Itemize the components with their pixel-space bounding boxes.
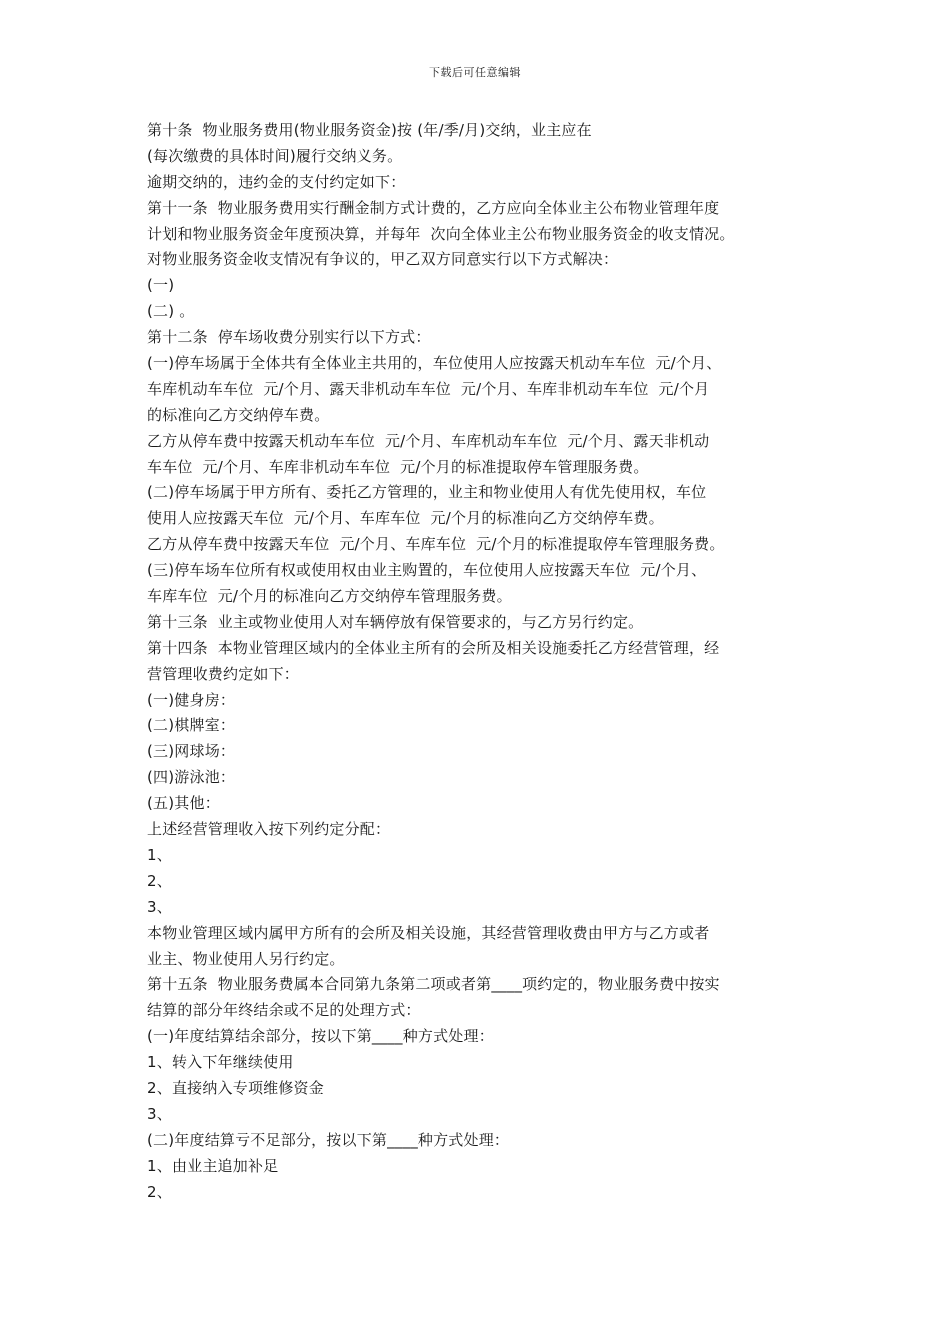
text-line: 使用人应按露天车位 元/个月、车库车位 元/个月的标准向乙方交纳停车费。 [147, 509, 664, 528]
text-line: 1、 [147, 845, 172, 864]
text-line: 第十二条 停车场收费分别实行以下方式： [147, 328, 431, 347]
text-line: (三)停车场车位所有权或使用权由业主购置的，车位使用人应按露天车位 元/个月、 [147, 561, 707, 580]
text-line: (每次缴费的具体时间)履行交纳义务。 [147, 146, 403, 165]
text-line: 车库车位 元/个月的标准向乙方交纳停车管理服务费。 [147, 587, 512, 606]
text-line: 第十条 物业服务费用(物业服务资金)按 (年/季/月)交纳，业主应在 [147, 121, 592, 139]
page-header: 下载后可任意编辑 [429, 66, 521, 79]
text-line: (二)棋牌室： [147, 716, 236, 735]
text-line: (一) [147, 276, 175, 295]
text-line: (五)其他： [147, 794, 220, 813]
text-line: (一)健身房： [147, 690, 236, 709]
text-line: 乙方从停车费中按露天机动车车位 元/个月、车库机动车车位 元/个月、露天非机动 [147, 431, 710, 450]
text-line: 2、 [147, 871, 172, 890]
text-line: 逾期交纳的，违约金的支付约定如下： [147, 172, 406, 191]
document-body [147, 118, 827, 1205]
text-line: 第十五条 物业服务费属本合同第九条第二项或者第____项约定的，物业服务费中按实 [147, 975, 720, 994]
text-line: (二)停车场属于甲方所有、委托乙方管理的，业主和物业使用人有优先使用权，车位 [147, 483, 707, 502]
text-line: 第十三条 业主或物业使用人对车辆停放有保管要求的，与乙方另行约定。 [147, 612, 644, 631]
text-line: (一)年度结算结余部分，按以下第____种方式处理： [147, 1027, 494, 1046]
text-line: 本物业管理区域内属甲方所有的会所及相关设施，其经营管理收费由甲方与乙方或者 [147, 923, 710, 942]
text-line: 1、由业主追加补足 [147, 1156, 279, 1175]
text-line: 第十一条 物业服务费用实行酬金制方式计费的，乙方应向全体业主公布物业管理年度 [147, 198, 720, 217]
text-line: 结算的部分年终结余或不足的处理方式： [147, 1001, 421, 1020]
text-line: (三)网球场： [147, 742, 236, 761]
text-line: 计划和物业服务资金年度预决算，并每年 次向全体业主公布物业服务资金的收支情况。 [147, 224, 735, 243]
text-line: 的标准向乙方交纳停车费。 [147, 405, 330, 424]
text-line: 业主、物业使用人另行约定。 [147, 949, 345, 968]
text-line: 营管理收费约定如下： [147, 664, 300, 683]
text-line: 2、直接纳入专项维修资金 [147, 1078, 324, 1097]
text-line: 1、转入下年继续使用 [147, 1053, 294, 1072]
text-line: (二) 。 [147, 302, 195, 321]
text-line: 2、 [147, 1182, 172, 1201]
text-line: 上述经营管理收入按下列约定分配： [147, 820, 391, 839]
text-line: 第十四条 本物业管理区域内的全体业主所有的会所及相关设施委托乙方经营管理，经 [147, 638, 720, 657]
text-line: 车车位 元/个月、车库非机动车车位 元/个月的标准提取停车管理服务费。 [147, 457, 649, 476]
text-line: 3、 [147, 1104, 172, 1123]
text-line: (二)年度结算亏不足部分，按以下第____种方式处理： [147, 1130, 510, 1149]
text-line: 对物业服务资金收支情况有争议的，甲乙双方同意实行以下方式解决： [147, 250, 619, 269]
text-line: 乙方从停车费中按露天车位 元/个月、车库车位 元/个月的标准提取停车管理服务费。 [147, 535, 725, 554]
text-line: 车库机动车车位 元/个月、露天非机动车车位 元/个月、车库非机动车车位 元/个月 [147, 379, 710, 398]
text-line: (一)停车场属于全体共有全体业主共用的，车位使用人应按露天机动车车位 元/个月、 [147, 354, 722, 373]
text-line: (四)游泳池： [147, 768, 236, 787]
text-line: 3、 [147, 897, 172, 916]
